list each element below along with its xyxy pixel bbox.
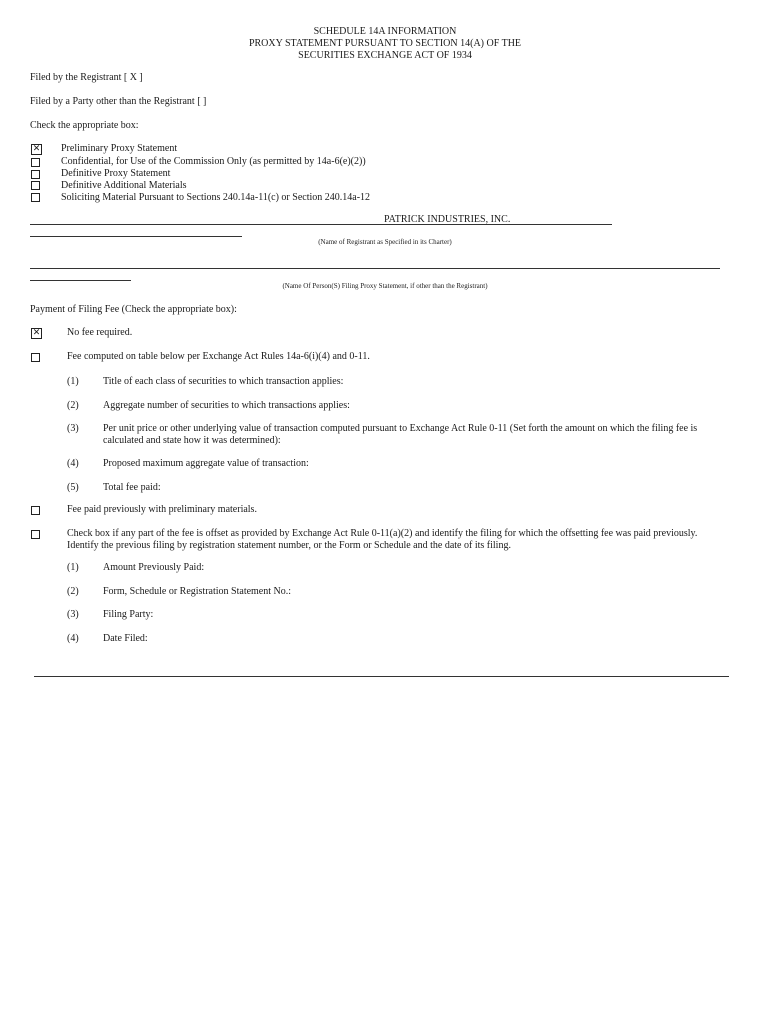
payment-label: Payment of Filing Fee (Check the appropriate box): xyxy=(30,304,237,315)
checked-checkbox-icon[interactable]: ✕ xyxy=(32,144,41,154)
offset-item-num: (4) xyxy=(67,633,79,644)
offset-item-num: (1) xyxy=(67,562,79,573)
check-box-label: Check the appropriate box: xyxy=(30,120,139,131)
offset-item-num: (3) xyxy=(67,609,79,620)
header-line-2: PROXY STATEMENT PURSUANT TO SECTION 14(A) OF THE xyxy=(248,38,522,49)
filed-by-registrant: Filed by the Registrant [ X ] xyxy=(30,72,143,83)
registrant-name: PATRICK INDUSTRIES, INC. xyxy=(384,214,511,225)
header-line-1: SCHEDULE 14A INFORMATION xyxy=(313,26,457,37)
fee-computed: Fee computed on table below per Exchange Act Rules 14a-6(i)(4) and 0-11. xyxy=(67,351,370,362)
no-fee-required: No fee required. xyxy=(67,327,133,338)
offset-item-num: (2) xyxy=(67,586,79,597)
checkbox-soliciting[interactable] xyxy=(31,193,40,202)
checkbox-fee-computed[interactable] xyxy=(31,353,40,362)
option-additional: Definitive Additional Materials xyxy=(61,180,187,191)
computed-item-text: Proposed maximum aggregate value of transaction: xyxy=(103,458,309,469)
offset-item-text: Form, Schedule or Registration Statement No.: xyxy=(103,586,292,597)
option-soliciting: Soliciting Material Pursuant to Sections 240.14a-11(c) or Section 240.14a-12 xyxy=(61,192,371,203)
option-confidential: Confidential, for Use of the Commission Only (as permitted by 14a-6(e)(2)) xyxy=(61,156,366,167)
computed-item-num: (2) xyxy=(67,400,79,411)
checkbox-fee-paid-prelim[interactable] xyxy=(31,506,40,515)
fee-paid-prelim: Fee paid previously with preliminary materials. xyxy=(67,504,257,515)
checkbox-definitive[interactable] xyxy=(31,170,40,179)
page-bottom-rule xyxy=(34,676,729,677)
registrant-underline xyxy=(30,224,612,225)
computed-item-num: (3) xyxy=(67,423,79,434)
checkbox-confidential[interactable] xyxy=(31,158,40,167)
registrant-caption: (Name of Registrant as Specified in its Charter) xyxy=(318,238,452,246)
computed-item-text: Aggregate number of securities to which transactions applies: xyxy=(103,400,350,411)
computed-item-num: (4) xyxy=(67,458,79,469)
checkbox-offset[interactable] xyxy=(31,530,40,539)
offset-text: Check box if any part of the fee is offset as provided by Exchange Act Rule 0-11(a)(2) and identify the filing for which the offsetting fee was paid previously. Identify the previous filing by registration statement number, or the Form or Schedule and the date of its filing. xyxy=(67,528,698,551)
checked-checkbox-icon-fee[interactable]: ✕ xyxy=(32,328,41,338)
option-definitive: Definitive Proxy Statement xyxy=(61,168,171,179)
computed-item-text: Per unit price or other underlying value of transaction computed pursuant to Exchange Act Rule 0-11 (Set forth the amount on which the filing fee is calculated and state how it was determined): xyxy=(103,423,698,446)
divider-short-2 xyxy=(30,280,131,281)
option-preliminary: Preliminary Proxy Statement xyxy=(61,143,178,154)
checkbox-additional[interactable] xyxy=(31,181,40,190)
computed-item-num: (5) xyxy=(67,482,79,493)
offset-item-text: Amount Previously Paid: xyxy=(103,562,205,573)
offset-item-text: Date Filed: xyxy=(103,633,148,644)
filed-by-party: Filed by a Party other than the Registrant [ ] xyxy=(30,96,207,107)
header-line-3: SECURITIES EXCHANGE ACT OF 1934 xyxy=(298,50,472,61)
computed-item-num: (1) xyxy=(67,376,79,387)
computed-item-text: Title of each class of securities to which transaction applies: xyxy=(103,376,344,387)
filer-underline xyxy=(30,268,720,269)
divider-short xyxy=(30,236,242,237)
filer-caption: (Name Of Person(S) Filing Proxy Statement, if other than the Registrant) xyxy=(282,282,488,290)
offset-item-text: Filing Party: xyxy=(103,609,154,620)
computed-item-text: Total fee paid: xyxy=(103,482,161,493)
